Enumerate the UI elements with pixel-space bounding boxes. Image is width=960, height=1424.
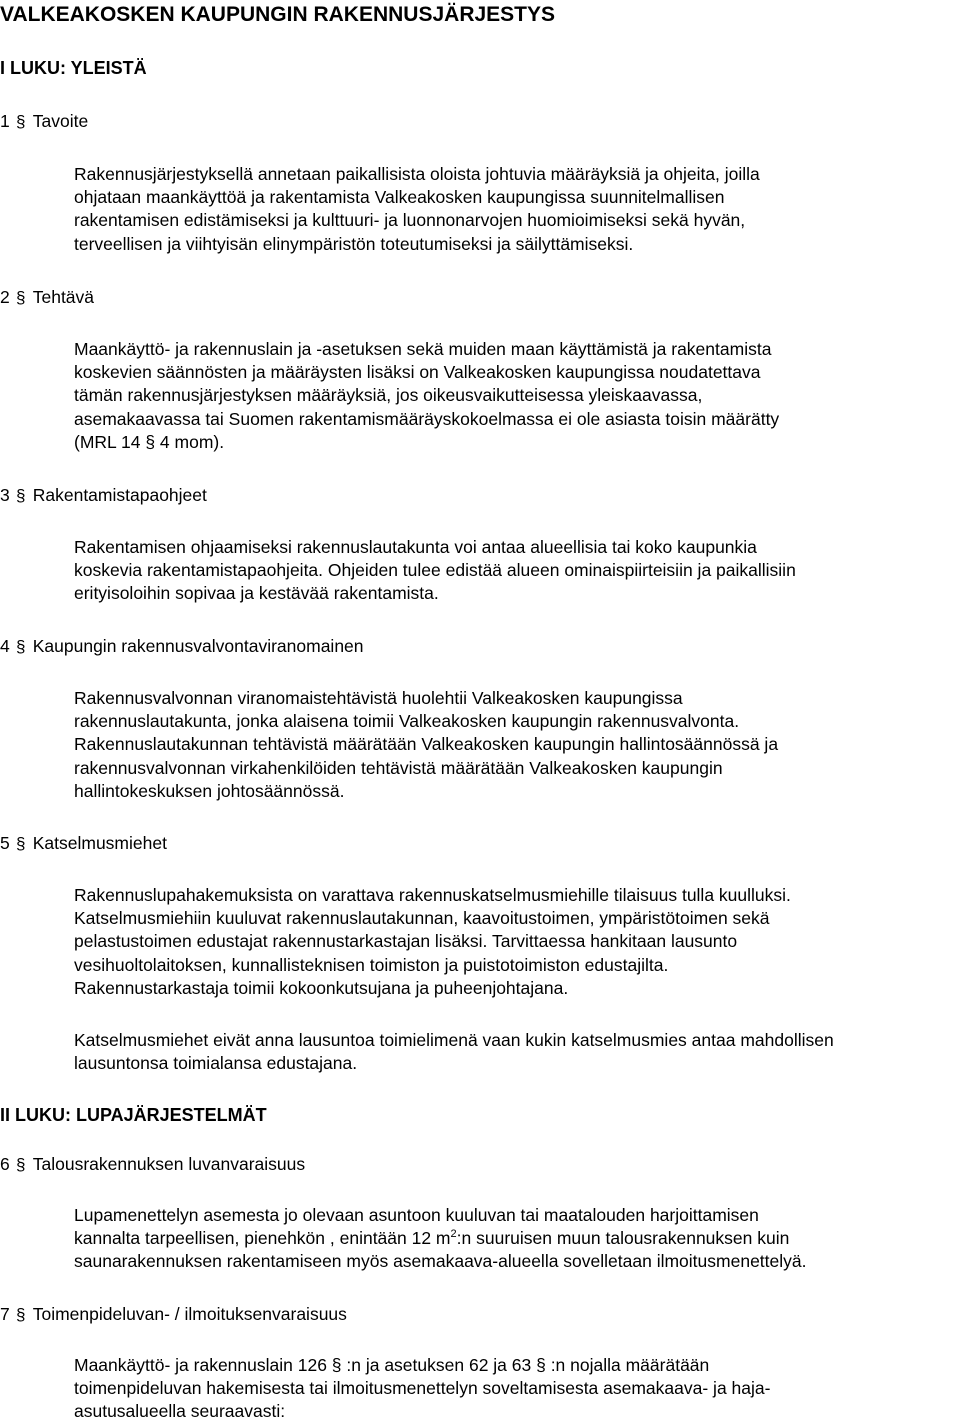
- text-line: saunarakennuksen rakentamiseen myös asemakaava-alueella sovelletaan ilmoitusmenettelyä.: [74, 1251, 807, 1272]
- text-line: terveellisen ja viihtyisän elinympäristön toteutumiseksi ja säilyttämiseksi.: [74, 233, 634, 254]
- section-number: 3: [0, 485, 10, 505]
- text-line: rakentamisen edistämiseksi ja kulttuuri- ja luonnonarvojen huomioimiseksi sekä hyvän,: [74, 210, 746, 231]
- text-line: Rakennuslautakunnan tehtävistä määrätään Valkeakosken kaupungin hallintosäännössä ja: [74, 734, 779, 755]
- section-sign: §: [16, 112, 26, 131]
- text-line: [74, 1227, 960, 1250]
- text-line: hallintokeskuksen johtosäännössä.: [74, 780, 345, 801]
- section-sign: §: [16, 1155, 26, 1174]
- text-fragment: :n suuruisen muun talousrakennuksen kuin: [456, 1228, 790, 1249]
- section-sign: §: [16, 486, 26, 505]
- text-line: asemakaavassa tai Suomen rakentamismääräyskokoelmassa ei ole asiasta toisin määrätty: [74, 408, 780, 429]
- text-line: ohjataan maankäyttöä ja rakentamista Valkeakosken kaupungissa suunnitelmallisen: [74, 187, 725, 208]
- section-sign: §: [16, 637, 26, 656]
- chapter-heading-1: I LUKU: YLEISTÄ: [0, 58, 147, 78]
- section-number: 2: [0, 287, 10, 307]
- text-line: lausuntonsa toimialansa edustajana.: [74, 1053, 358, 1074]
- text-line: rakennuslautakunta, jonka alaisena toimii Valkeakosken kaupungin rakennusvalvonta.: [74, 711, 740, 732]
- text-line: koskevien säännösten ja määräysten lisäksi on Valkeakosken kaupungissa noudatettava: [74, 362, 761, 383]
- text-line: Rakennusjärjestyksellä annetaan paikallisista oloista johtuvia määräyksiä ja ohjeita, joilla: [74, 164, 760, 184]
- text-line: Katselmusmiehet eivät anna lausuntoa toimielimenä vaan kukin katselmusmies antaa mahdollisen: [74, 1030, 834, 1050]
- text-line: (MRL 14 § 4 mom).: [74, 431, 225, 452]
- chapter-heading-2: II LUKU: LUPAJÄRJESTELMÄT: [0, 1105, 267, 1125]
- text-line: erityisoloihin sopivaa ja kestävää rakentamista.: [74, 583, 439, 604]
- text-line: Maankäyttö- ja rakennuslain ja -asetuksen sekä muiden maan käyttämistä ja rakentamista: [74, 339, 772, 359]
- section-heading-7: [0, 1303, 347, 1326]
- text-fragment: kannalta tarpeellisen, pienehkön , enintään 12 m: [74, 1228, 451, 1249]
- section-title: Rakentamistapaohjeet: [32, 485, 207, 505]
- section-sign: §: [16, 834, 26, 853]
- section-3-paragraph: [74, 536, 960, 606]
- text-line: vesihuoltolaitoksen, kunnallisteknisen toimiston ja puistotoimiston edustajilta.: [74, 954, 669, 975]
- section-heading-1: [0, 110, 88, 133]
- section-title: Kaupungin rakennusvalvontaviranomainen: [32, 636, 364, 656]
- text-line: Lupamenettelyn asemesta jo olevaan asuntoon kuuluvan tai maatalouden harjoittamisen: [74, 1205, 759, 1225]
- text-line: tämän rakennusjärjestyksen määräyksiä, jos oikeusvaikutteisessa yleiskaavassa,: [74, 385, 703, 406]
- section-title: Talousrakennuksen luvanvaraisuus: [32, 1154, 306, 1174]
- text-line: Maankäyttö- ja rakennuslain 126 § :n ja asetuksen 62 ja 63 § :n nojalla määrätään: [74, 1355, 710, 1375]
- section-heading-5: [0, 832, 167, 855]
- section-2-paragraph: [74, 338, 960, 454]
- document-title: VALKEAKOSKEN KAUPUNGIN RAKENNUSJÄRJESTYS: [0, 3, 556, 26]
- section-5-paragraph-1: [74, 884, 960, 1000]
- section-5-paragraph-2: [74, 1029, 960, 1075]
- section-sign: §: [16, 288, 26, 307]
- section-title: Tavoite: [32, 111, 89, 131]
- text-line: Rakentamisen ohjaamiseksi rakennuslautakunta voi antaa alueellisia tai koko kaupunkia: [74, 537, 757, 557]
- superscript: 2: [450, 1228, 457, 1241]
- text-line: Rakennuslupahakemuksista on varattava rakennuskatselmusmiehille tilaisuus tulla kuulluksi.: [74, 885, 791, 905]
- section-number: 4: [0, 636, 10, 656]
- text-line: Rakennusvalvonnan viranomaistehtävistä huolehtii Valkeakosken kaupungissa: [74, 688, 683, 708]
- section-number: 6: [0, 1154, 10, 1174]
- section-number: 7: [0, 1304, 10, 1324]
- section-7-paragraph: [74, 1354, 960, 1424]
- text-line: Rakennustarkastaja toimii kokoonkutsujana ja puheenjohtajana.: [74, 977, 569, 998]
- section-4-paragraph: [74, 687, 960, 803]
- section-number: 5: [0, 833, 10, 853]
- section-title: Tehtävä: [32, 287, 95, 307]
- section-heading-2: [0, 286, 94, 309]
- text-line: asutusalueella seuraavasti:: [74, 1401, 286, 1422]
- text-line: koskevia rakentamistapaohjeita. Ohjeiden tulee edistää alueen ominaispiirteisiin ja paikallisiin: [74, 560, 796, 581]
- section-heading-4: [0, 635, 364, 658]
- text-line: pelastustoimen edustajat rakennustarkastajan lisäksi. Tarvittaessa hankitaan lausunto: [74, 931, 738, 952]
- section-heading-6: [0, 1153, 305, 1176]
- section-heading-3: [0, 484, 207, 507]
- section-title: Katselmusmiehet: [32, 833, 167, 853]
- section-number: 1: [0, 111, 10, 131]
- section-1-paragraph: [74, 163, 960, 256]
- section-sign: §: [16, 1305, 26, 1324]
- text-line: toimenpideluvan hakemisesta tai ilmoitusmenettelyn soveltamisesta asemakaava- ja haja-: [74, 1378, 771, 1399]
- text-line: Katselmusmiehiin kuuluvat rakennuslautakunnan, kaavoitustoimen, ympäristötoimen sekä: [74, 908, 770, 929]
- section-title: Toimenpideluvan- / ilmoituksenvaraisuus: [32, 1304, 347, 1324]
- section-6-paragraph: [74, 1204, 960, 1274]
- text-line: rakennusvalvonnan virkahenkilöiden tehtävistä määrätään Valkeakosken kaupungin: [74, 757, 723, 778]
